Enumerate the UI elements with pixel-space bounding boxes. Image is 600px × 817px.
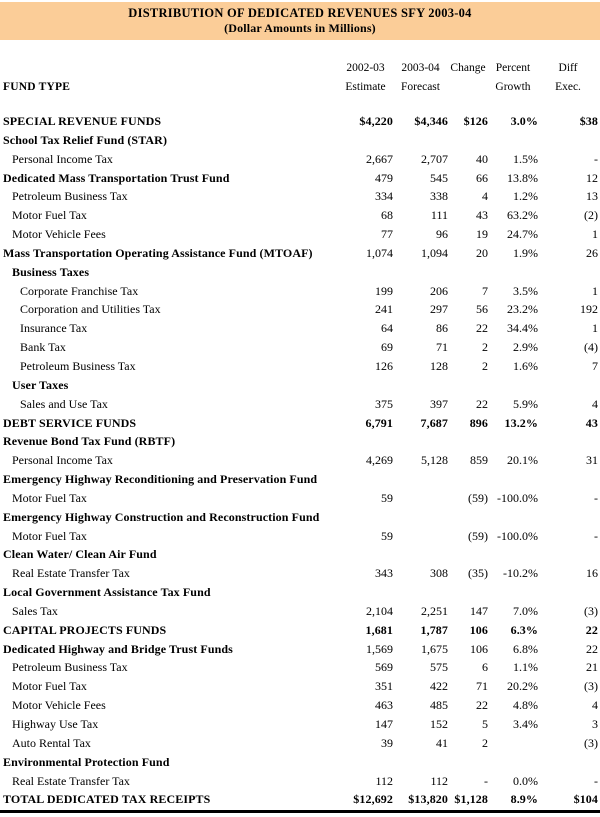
percent-growth-cell: 63.2% <box>507 208 538 223</box>
estimate-2002-03-cell <box>338 263 393 282</box>
diff-exec-cell: 1 <box>592 227 598 242</box>
forecast-2003-04-cell: 1,675 <box>421 641 448 656</box>
diff-exec-cell <box>538 583 598 602</box>
forecast-2003-04-cell: 397 <box>430 396 448 411</box>
table-row <box>0 225 600 244</box>
report-title-banner <box>0 2 600 40</box>
diff-exec-cell: 4 <box>592 698 598 713</box>
diff-exec-cell: 4 <box>592 396 598 411</box>
column-header-line: Growth <box>495 81 531 93</box>
diff-exec-cell <box>538 508 598 527</box>
fund-type-cell: Mass Transportation Operating Assistance Fund (MTOAF) <box>3 245 313 260</box>
percent-growth-cell: 3.0% <box>510 114 538 128</box>
change-cell: 22 <box>476 698 488 713</box>
forecast-2003-04-cell <box>393 489 448 508</box>
change-cell: - <box>484 773 488 788</box>
diff-exec-cell: 21 <box>586 660 598 675</box>
estimate-2002-03-cell: $4,220 <box>359 114 393 128</box>
estimate-2002-03-cell <box>338 432 393 451</box>
diff-exec-cell: (3) <box>584 735 598 750</box>
percent-growth-cell: 20.2% <box>507 679 538 694</box>
forecast-2003-04-cell: 7,687 <box>420 415 448 430</box>
table-row <box>0 564 600 583</box>
forecast-2003-04-cell: 128 <box>430 358 448 373</box>
change-cell: 2 <box>482 358 488 373</box>
column-header-line: Percent <box>495 62 531 74</box>
fund-type-cell: Motor Fuel Tax <box>12 490 87 505</box>
change-cell: 71 <box>476 679 488 694</box>
diff-exec-cell: - <box>594 151 598 166</box>
fund-type-cell: Auto Rental Tax <box>12 735 91 750</box>
forecast-2003-04-cell <box>393 583 448 602</box>
percent-growth-cell: 1.9% <box>513 245 538 260</box>
estimate-2002-03-cell: 69 <box>381 340 393 355</box>
diff-exec-cell: 22 <box>586 641 598 656</box>
percent-growth-cell: 34.4% <box>507 321 538 336</box>
estimate-2002-03-cell: 334 <box>375 189 393 204</box>
fund-type-cell: Highway Use Tax <box>12 717 99 731</box>
fund-type-cell: Real Estate Transfer Tax <box>12 773 130 788</box>
percent-growth-cell <box>488 734 538 753</box>
change-cell <box>448 545 488 564</box>
column-header-percent-growth <box>488 59 538 97</box>
estimate-2002-03-cell: 2,667 <box>366 151 393 166</box>
estimate-2002-03-cell <box>338 470 393 489</box>
forecast-2003-04-cell <box>393 545 448 564</box>
forecast-2003-04-cell <box>393 432 448 451</box>
percent-growth-cell: 1.6% <box>513 358 538 373</box>
estimate-2002-03-cell: 64 <box>381 321 393 336</box>
percent-growth-cell: 23.2% <box>507 302 538 317</box>
fund-type-cell: Emergency Highway Reconditioning and Preservation Fund <box>3 472 318 487</box>
table-row <box>0 432 600 451</box>
diff-exec-cell: 7 <box>592 358 598 373</box>
table-bottom-rule <box>0 810 600 813</box>
estimate-2002-03-cell: 241 <box>375 302 393 317</box>
table-row <box>0 753 600 772</box>
fund-type-cell: Bank Tax <box>20 340 66 355</box>
diff-exec-cell <box>538 432 598 451</box>
fund-type-cell: Emergency Highway Construction and Reconstruction Fund <box>3 509 320 524</box>
estimate-2002-03-cell: 479 <box>375 170 393 185</box>
diff-exec-cell: (3) <box>584 603 598 618</box>
fund-type-cell: TOTAL DEDICATED TAX RECEIPTS <box>3 792 211 807</box>
forecast-2003-04-cell: 308 <box>430 566 448 581</box>
forecast-2003-04-cell <box>393 753 448 772</box>
forecast-2003-04-cell: 111 <box>430 208 448 223</box>
column-header-line: 2003-04 <box>401 62 440 74</box>
table-row <box>0 357 600 376</box>
estimate-2002-03-cell <box>338 376 393 395</box>
report-subtitle: (Dollar Amounts in Millions) <box>224 21 376 35</box>
table-row <box>0 583 600 602</box>
table-row <box>0 150 600 169</box>
diff-exec-cell: - <box>594 528 598 543</box>
forecast-2003-04-cell: 545 <box>430 170 448 185</box>
percent-growth-cell: 20.1% <box>507 453 538 468</box>
table-row <box>0 602 600 621</box>
forecast-2003-04-cell <box>393 263 448 282</box>
table-row <box>0 395 600 414</box>
fund-type-cell: DEBT SERVICE FUNDS <box>3 415 137 430</box>
diff-exec-cell: (2) <box>584 208 598 223</box>
forecast-2003-04-cell: 2,707 <box>421 151 448 166</box>
estimate-2002-03-cell: 68 <box>381 208 393 223</box>
revenue-table <box>0 112 600 809</box>
diff-exec-cell <box>538 131 598 150</box>
fund-type-cell: Personal Income Tax <box>12 151 113 166</box>
change-cell: 859 <box>470 453 488 468</box>
percent-growth-cell: 13.8% <box>507 170 538 185</box>
column-header-row <box>0 59 600 97</box>
fund-type-cell: Clean Water/ Clean Air Fund <box>3 547 157 562</box>
forecast-2003-04-cell: 297 <box>430 302 448 317</box>
column-header-2002-03-estimate <box>338 59 393 97</box>
change-cell <box>448 508 488 527</box>
table-row <box>0 470 600 489</box>
fund-type-cell: Dedicated Highway and Bridge Trust Funds <box>3 641 233 656</box>
table-row <box>0 790 600 809</box>
change-cell: 19 <box>476 227 488 242</box>
table-row <box>0 545 600 564</box>
column-header-line <box>448 78 488 97</box>
table-row <box>0 376 600 395</box>
change-cell <box>448 753 488 772</box>
column-header-line: Forecast <box>401 81 440 93</box>
fund-type-cell: Petroleum Business Tax <box>12 660 128 675</box>
column-header-line: Estimate <box>345 81 386 93</box>
fund-type-cell: Motor Fuel Tax <box>12 208 87 223</box>
fund-type-column-header: FUND TYPE <box>3 81 71 93</box>
estimate-2002-03-cell: 351 <box>375 679 393 694</box>
column-header-line: 2002-03 <box>346 62 385 74</box>
forecast-2003-04-cell: 575 <box>430 660 448 675</box>
forecast-2003-04-cell: 1,094 <box>421 245 448 260</box>
column-header-change <box>448 59 488 97</box>
estimate-2002-03-cell: 59 <box>381 490 393 505</box>
diff-exec-cell: 12 <box>586 170 598 185</box>
change-cell: 40 <box>476 151 488 166</box>
forecast-2003-04-cell: 338 <box>430 189 448 204</box>
change-cell <box>448 432 488 451</box>
column-header-line: Diff <box>558 62 578 74</box>
forecast-2003-04-cell: 5,128 <box>421 453 448 468</box>
diff-exec-cell: 1 <box>592 321 598 336</box>
estimate-2002-03-cell: 1,569 <box>366 641 393 656</box>
forecast-2003-04-cell <box>393 527 448 546</box>
table-row <box>0 715 600 734</box>
table-row <box>0 527 600 546</box>
table-row <box>0 169 600 188</box>
estimate-2002-03-cell: 463 <box>375 698 393 713</box>
column-header-line: Change <box>450 62 486 74</box>
diff-exec-cell: $104 <box>573 792 598 807</box>
estimate-2002-03-cell <box>338 508 393 527</box>
fund-type-cell: Real Estate Transfer Tax <box>12 566 130 581</box>
diff-exec-cell: 192 <box>580 302 598 317</box>
percent-growth-cell: 24.7% <box>507 227 538 242</box>
table-row <box>0 451 600 470</box>
change-cell: 106 <box>469 622 488 637</box>
diff-exec-cell: - <box>594 773 598 788</box>
change-cell: (35) <box>468 566 488 581</box>
percent-growth-cell <box>488 470 538 489</box>
estimate-2002-03-cell: 199 <box>375 283 393 298</box>
forecast-2003-04-cell: 2,251 <box>421 603 448 618</box>
table-row <box>0 206 600 225</box>
estimate-2002-03-cell <box>338 753 393 772</box>
percent-growth-cell: 6.8% <box>513 641 538 656</box>
diff-exec-cell: 16 <box>586 566 598 581</box>
table-row <box>0 640 600 659</box>
estimate-2002-03-cell: 6,791 <box>365 415 393 430</box>
table-row <box>0 508 600 527</box>
forecast-2003-04-cell <box>393 131 448 150</box>
percent-growth-cell: 5.9% <box>513 396 538 411</box>
change-cell: 896 <box>469 415 488 430</box>
fund-type-cell: Environmental Protection Fund <box>3 754 170 769</box>
forecast-2003-04-cell: 485 <box>430 698 448 713</box>
percent-growth-cell: 8.9% <box>510 792 538 807</box>
change-cell: 147 <box>470 603 488 618</box>
change-cell <box>448 583 488 602</box>
estimate-2002-03-cell: 1,074 <box>366 245 393 260</box>
estimate-2002-03-cell: 147 <box>375 717 393 731</box>
change-cell: 6 <box>482 660 488 675</box>
forecast-2003-04-cell <box>393 376 448 395</box>
table-row <box>0 621 600 640</box>
change-cell <box>448 470 488 489</box>
estimate-2002-03-cell: 77 <box>381 227 393 242</box>
forecast-2003-04-cell: 112 <box>430 773 448 788</box>
percent-growth-cell: 7.0% <box>513 603 538 618</box>
fund-type-cell: Corporate Franchise Tax <box>20 283 139 298</box>
diff-exec-cell: 26 <box>586 245 598 260</box>
percent-growth-cell <box>488 376 538 395</box>
diff-exec-cell: 22 <box>585 622 598 637</box>
percent-growth-cell: 4.8% <box>513 698 538 713</box>
percent-growth-cell: 3.5% <box>513 283 538 298</box>
percent-growth-cell: 3.4% <box>513 717 538 731</box>
fund-type-cell: Motor Vehicle Fees <box>12 698 106 713</box>
diff-exec-cell: $38 <box>579 114 598 128</box>
table-row <box>0 300 600 319</box>
fund-type-cell: User Taxes <box>12 377 69 392</box>
table-row <box>0 244 600 263</box>
change-cell: 106 <box>470 641 488 656</box>
column-header-diff-exec <box>538 59 598 97</box>
fund-type-cell: Motor Vehicle Fees <box>12 227 106 242</box>
change-cell: 5 <box>482 717 488 731</box>
percent-growth-cell: -100.0% <box>497 490 538 505</box>
diff-exec-cell: 1 <box>592 283 598 298</box>
table-row <box>0 282 600 301</box>
change-cell: $1,128 <box>454 792 488 807</box>
table-row <box>0 319 600 338</box>
percent-growth-cell: 2.9% <box>513 340 538 355</box>
percent-growth-cell: 6.3% <box>510 622 538 637</box>
estimate-2002-03-cell <box>338 583 393 602</box>
table-row <box>0 696 600 715</box>
diff-exec-cell: - <box>594 490 598 505</box>
column-header-line: Exec. <box>555 81 581 93</box>
change-cell: 43 <box>476 208 488 223</box>
table-row <box>0 131 600 150</box>
percent-growth-cell <box>488 432 538 451</box>
change-cell: 7 <box>482 283 488 298</box>
fund-type-cell: Revenue Bond Tax Fund (RBTF) <box>3 434 176 449</box>
diff-exec-cell <box>538 470 598 489</box>
percent-growth-cell <box>488 583 538 602</box>
table-row <box>0 677 600 696</box>
percent-growth-cell: 0.0% <box>513 773 538 788</box>
table-row <box>0 112 600 131</box>
change-cell <box>448 376 488 395</box>
fund-type-cell: Sales Tax <box>12 603 58 618</box>
diff-exec-cell: (3) <box>584 679 598 694</box>
table-row <box>0 414 600 433</box>
estimate-2002-03-cell: 39 <box>381 735 393 750</box>
estimate-2002-03-cell: 112 <box>375 773 393 788</box>
fund-type-cell: CAPITAL PROJECTS FUNDS <box>3 622 167 637</box>
fund-type-cell: Motor Fuel Tax <box>12 679 87 694</box>
fund-type-cell: SPECIAL REVENUE FUNDS <box>3 114 162 128</box>
percent-growth-cell <box>488 753 538 772</box>
estimate-2002-03-cell: 4,269 <box>366 453 393 468</box>
change-cell: 66 <box>476 170 488 185</box>
diff-exec-cell <box>538 545 598 564</box>
estimate-2002-03-cell: $12,692 <box>353 792 393 807</box>
fund-type-cell: Petroleum Business Tax <box>12 189 128 204</box>
table-row <box>0 489 600 508</box>
diff-exec-cell: 13 <box>586 189 598 204</box>
change-cell: 20 <box>476 245 488 260</box>
change-cell: 2 <box>482 735 488 750</box>
fund-type-cell: School Tax Relief Fund (STAR) <box>3 132 168 147</box>
table-row <box>0 772 600 791</box>
percent-growth-cell: -10.2% <box>503 566 538 581</box>
forecast-2003-04-cell: 41 <box>436 735 448 750</box>
change-cell: 2 <box>482 340 488 355</box>
percent-growth-cell: 13.2% <box>504 415 538 430</box>
fund-type-cell: Dedicated Mass Transportation Trust Fund <box>3 170 230 185</box>
forecast-2003-04-cell: 206 <box>430 283 448 298</box>
table-row <box>0 187 600 206</box>
forecast-2003-04-cell: 152 <box>430 717 448 731</box>
diff-exec-cell <box>538 753 598 772</box>
estimate-2002-03-cell: 343 <box>375 566 393 581</box>
fund-type-cell: Petroleum Business Tax <box>20 358 136 373</box>
percent-growth-cell: 1.1% <box>513 660 538 675</box>
change-cell: 4 <box>482 189 488 204</box>
estimate-2002-03-cell: 126 <box>375 358 393 373</box>
estimate-2002-03-cell: 2,104 <box>366 603 393 618</box>
change-cell: (59) <box>468 528 488 543</box>
diff-exec-cell: (4) <box>584 340 598 355</box>
change-cell <box>448 131 488 150</box>
fund-type-cell: Insurance Tax <box>20 321 88 336</box>
forecast-2003-04-cell: $13,820 <box>408 792 448 807</box>
estimate-2002-03-cell: 1,681 <box>365 622 393 637</box>
forecast-2003-04-cell: 1,787 <box>420 622 448 637</box>
diff-exec-cell <box>538 376 598 395</box>
diff-exec-cell: 43 <box>585 415 598 430</box>
change-cell: 22 <box>476 321 488 336</box>
estimate-2002-03-cell <box>338 545 393 564</box>
forecast-2003-04-cell <box>393 508 448 527</box>
percent-growth-cell: 1.2% <box>513 189 538 204</box>
column-header-2003-04-forecast <box>393 59 448 97</box>
estimate-2002-03-cell: 59 <box>381 528 393 543</box>
estimate-2002-03-cell: 375 <box>375 396 393 411</box>
percent-growth-cell <box>488 545 538 564</box>
fund-type-cell: Corporation and Utilities Tax <box>20 302 161 317</box>
change-cell: $126 <box>463 114 488 128</box>
forecast-2003-04-cell: 422 <box>430 679 448 694</box>
change-cell: (59) <box>468 490 488 505</box>
percent-growth-cell: -100.0% <box>497 528 538 543</box>
report-title: DISTRIBUTION OF DEDICATED REVENUES SFY 2003-04 <box>128 6 472 20</box>
table-row <box>0 734 600 753</box>
fund-type-cell: Business Taxes <box>12 264 90 279</box>
diff-exec-cell: 31 <box>586 453 598 468</box>
forecast-2003-04-cell: 86 <box>436 321 448 336</box>
change-cell: 56 <box>476 302 488 317</box>
percent-growth-cell <box>488 131 538 150</box>
diff-exec-cell: 3 <box>592 717 598 731</box>
table-row <box>0 338 600 357</box>
forecast-2003-04-cell: 71 <box>436 340 448 355</box>
table-row <box>0 263 600 282</box>
forecast-2003-04-cell: 96 <box>436 227 448 242</box>
change-cell: 22 <box>476 396 488 411</box>
percent-growth-cell: 1.5% <box>513 151 538 166</box>
fund-type-cell: Local Government Assistance Tax Fund <box>3 585 211 600</box>
estimate-2002-03-cell: 569 <box>375 660 393 675</box>
fund-type-cell: Sales and Use Tax <box>20 396 108 411</box>
percent-growth-cell <box>488 508 538 527</box>
table-row <box>0 658 600 677</box>
estimate-2002-03-cell <box>338 131 393 150</box>
percent-growth-cell <box>488 263 538 282</box>
forecast-2003-04-cell <box>393 470 448 489</box>
fund-type-cell: Personal Income Tax <box>12 453 113 468</box>
change-cell <box>448 263 488 282</box>
fund-type-cell: Motor Fuel Tax <box>12 528 87 543</box>
diff-exec-cell <box>538 263 598 282</box>
forecast-2003-04-cell: $4,346 <box>414 114 448 128</box>
